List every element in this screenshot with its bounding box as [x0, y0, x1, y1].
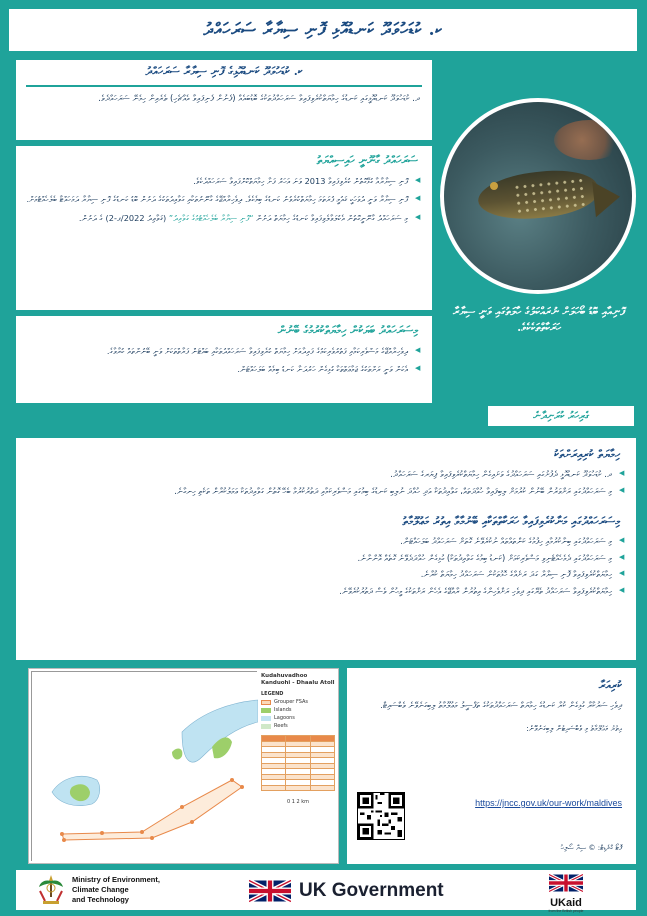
underwater-photo — [444, 102, 632, 290]
list-item-text: (ޤަވާޢިދު 2022/ޕ-2) ގެ ދަށުން. — [78, 212, 167, 223]
ministry-logo — [36, 873, 160, 907]
list-item: ▶ ފޮނި ސިޔާރާ ވަނީ ދުވަހަކީ ޤައުމީ ފުރަތަމަ ހިމާޔަތްކުރެވުނު ކަނޑުގެ ބިމެކެވެ. ދިވެހިރާއްޖޭގެ ގާނޫނުތަކާއި ގަވާއިދުތަކުގެ ދަށުން ބޮޑު ކަނޑުގެ ފޮނި ސިޔާރާ ދަމަހައްޓާ ބެލެހެއްޓުމަށް. — [26, 193, 420, 205]
legend-swatch — [261, 716, 271, 721]
photo-credit: ފޮޓޯ ކްރެޑިޓް: © ސިޔާ ސޯލިޙު — [560, 844, 622, 852]
map-area — [31, 671, 257, 861]
coordinates-table — [261, 735, 335, 791]
legend-label: Lagoons — [274, 715, 295, 722]
regulations-heading: ސަރަހައްދު ގާނޫނީ ހައިސިއްޔަތު — [316, 153, 418, 167]
more-info-heading: ކުރިއަރާ — [598, 678, 622, 692]
list-item: ▶ މި ސަރަހައްދުގައި ބިނާކުރުމާއި ހިފުމުގެ ކަންތައްތައް ނުކުރެވޭނެ ގޮތަށް ސަރަހައްދު ބަލަހައްޓަން. — [26, 535, 624, 548]
qr-code[interactable] — [357, 792, 405, 840]
union-jack-icon — [249, 878, 291, 904]
map-legend — [259, 671, 337, 861]
regulations-list — [16, 173, 432, 234]
list-item: ▶ ދ. ކުޑަހުވަދޫ ކަނޑުއޮޅީ ދެފުށުގައި ސަރަހައްދުގެ ވަށައިގެން ހިމާޔަތްކުރެވިފައިވާ ޕިޔަރގެ ސަރަހައްދު. — [26, 468, 624, 481]
ukaid-text: UKaid — [550, 897, 582, 909]
footer — [16, 870, 636, 913]
maldives-emblem-icon — [36, 873, 66, 907]
protection-heading: މިސަރަހައްދު ބަޔަކުން ހިމާޔަތްކުރުމުގެ ބޭނުން — [277, 323, 418, 337]
legend-label: Islands — [274, 707, 292, 714]
fish-tail — [592, 179, 622, 218]
ministry-name — [72, 875, 160, 904]
restrictions-heading: މިސަރަހައްދުގައި މަނާކުރެވިފައިވާ ހަރަކާތްތަކާއި ބޭނުމާވާ އިތުރު މަޢުލޫމާތު — [402, 514, 620, 529]
management-heading: ހިމާޔަތް ކުރިއިރަށްތަކު — [554, 447, 620, 461]
scale-bar: 0 1 2 km — [286, 799, 310, 806]
list-item: ▶ މި ސަރަހައްދުގައި ރަށްވަރުން ބޭނުން ކުރުމަށް ލިބިފައިވާ ހުއްދަތައް، ގަވާއިދުތަކާ އަދި ހުއްދަ ނުލިބި ކަނޑުގެ ބިމުގައި މަސްވެރިކަމާއި ދަތުރުކުރުމާ ބެހޭ ގޮތުން ގަވާއިދުތަކާ ޢަމަލުކުރާން ތަކެތި ހިނގާނެ. — [26, 485, 624, 498]
legend-title: LEGEND — [261, 691, 284, 698]
union-jack-icon — [549, 872, 583, 894]
legend-label: Reefs — [274, 723, 288, 730]
map-title: Kudahuvadhoo Kanduohi - Dhaalu Atoll — [261, 673, 335, 687]
list-item: ▶ ހިމާޔަތްކުރެވިފައިވާ ސަރަހައްދު ތެރޭގައި ދިވެހި ރަށްވެހިންގެ އިތުރުން ރާއްޖޭގެ އެހެން ރަށްތަކުގެ މީހުން ވެސް ދަތުރުކުރެވޭނެ. — [26, 585, 624, 598]
list-item: ▶ ހިމާޔަތްކުރެވިފައިވާ ފޮނި ސިޔާރާ ގަދަ ރަށެއްގެ ހޮޅުތަކުން ސަރަހައްދު ހިމާޔަތް ކުރާނެ. — [26, 568, 624, 581]
list-item: ▶ މި ސަރަހައްދުގައި ދެމެހެއްޓެނިވި މަސްވެރިކަމަށް (ކަނޑު ބިމުގެ ގަވާއިދުތަކާ) ގުޅިގެން ހުއްދަދެވޭނެ ގޮތެއް އޮންނާނެ. — [26, 552, 624, 565]
more-info-text: ދިވެހި ސަރުކާރާ ގުޅިގެން ކުރާ ކަނޑުގެ ހިމާޔަތް ސަރަހައްދުތަކުގެ ތަފްޞީލު މަޢުލޫމާތު ލިބިގަނެވޭނެ ވެބްސައިޓް. — [380, 700, 622, 710]
intro-text: ދ. ކުޑަހުވަދޫ ކަނޑުއޮޅީގައި ކަނޑުގެ ހިމާޔަތްކުރެވިފައިވާ ސަރަހައްދުތަކުގެ ބޮޑުބައެއް (ފެނުން ފެނިފައިވާ އެއްޗެހި) ތެރެއިން ހިމެނޭ ސަރަހައްދެވެ. — [98, 93, 420, 104]
ukaid-tagline: from the British people — [548, 909, 584, 913]
regulation-name: “ފޮނި ސިޔާރާ ބެލެހެއްޓުމުގެ ގަވާއިދު” — [168, 212, 254, 223]
fish-eye — [490, 182, 498, 190]
ministry-name-line: Climate Change — [72, 885, 129, 895]
more-info-panel — [347, 668, 636, 864]
more-info-note: އިތުރު މަޢުލޫމާތު މި ވެބްސައިޓުން ލިބިގަނެވޭނެ: — [526, 724, 622, 734]
regulations-panel — [16, 146, 432, 310]
list-item: ▶ ދިވެހިރާއްޖޭގެ މަސްވެރިކަމާއި ފަތުރުވެރިކަމުގެ ފައިދާއަށް ހިމާޔަތް ކުރެވިފައިވާ ސަރަހައްދުތަކާއި ބައްޓަން ފަރާތްތަކަށް ވަނީ ބޭނުންތައް ކުރާވާގެ. — [26, 345, 420, 357]
section-tab — [486, 404, 636, 428]
list-item: ▶ ފޮނި ސިޔާރާއާ ގުޅޭގޮތުން ކުރެވިފައިވާ 2013 ވަނަ އަހަރު ފަށާ ހިމާޔަތްކޮށްފައިވާ ސަރަހައްދެކެވެ. — [26, 175, 420, 187]
section-tab-label: ގެރިހަރު ކުރަނިދާނެ — [533, 409, 589, 422]
uk-government-text: UK Government — [299, 880, 444, 901]
protection-panel — [16, 316, 432, 403]
management-list — [16, 466, 636, 505]
coral — [554, 120, 624, 160]
ukaid-logo — [546, 872, 586, 913]
ministry-name-line: and Technology — [72, 894, 129, 904]
legend-item — [261, 707, 335, 713]
title-bar — [7, 7, 639, 53]
map-drawing — [32, 672, 258, 862]
list-item: ▶ އެކަން ވަނީ ރަށްތަކުގެ ޖަމާޢަތްތަކާ ގުޅިގެން ހަރުދަނާ ކަނޑު ބިމެއް ބަލަހައްޓަން. — [26, 363, 420, 375]
intro-subtitle: ކ. ކުޑަހުވަދޫ ކަނޑުއޮޅިގެ ފޮނި ސިޔާރާ ސަރަހައްދު — [145, 64, 303, 78]
management-panel — [16, 438, 636, 660]
legend-item — [261, 723, 335, 729]
photo-caption: ފޮނިއާއި ބޮޑު ބޯހަލަށް ނުރައްކަލުގެ ހާލަތުގައި ވަނީ ސިޔާރާ ހަރަކާތްތަކެކެވެ. — [452, 305, 625, 334]
legend-item — [261, 699, 335, 705]
page-title: ކ. ކުޑަހުވަދޫ ކަނޑުއޮޅި ފޮނި ސިޔާރާ ސަރަހައްދު — [203, 20, 443, 40]
legend-swatch — [261, 700, 271, 705]
site-map — [28, 668, 339, 864]
legend-label: Grouper FSAs — [274, 699, 309, 706]
list-item — [26, 212, 420, 224]
jncc-link[interactable]: https://jncc.gov.uk/our-work/maldives — [475, 798, 622, 808]
legend-item — [261, 715, 335, 721]
restrictions-list — [16, 533, 636, 605]
uk-government-logo — [249, 878, 444, 904]
protection-list — [16, 343, 432, 386]
qr-code-graphic — [358, 793, 404, 839]
legend-swatch — [261, 724, 271, 729]
list-item-text: މި ސަރަހައްދު ގާނޫނީގޮތުން އެކުލަވާލެވިފައިވާ ކަނޑުގެ ހިމާޔަތް ދަށުން — [253, 212, 408, 223]
legend-swatch — [261, 708, 271, 713]
intro-panel — [16, 60, 432, 140]
ministry-name-line: Ministry of Environment, — [72, 875, 160, 885]
grouper-photo — [440, 98, 636, 294]
